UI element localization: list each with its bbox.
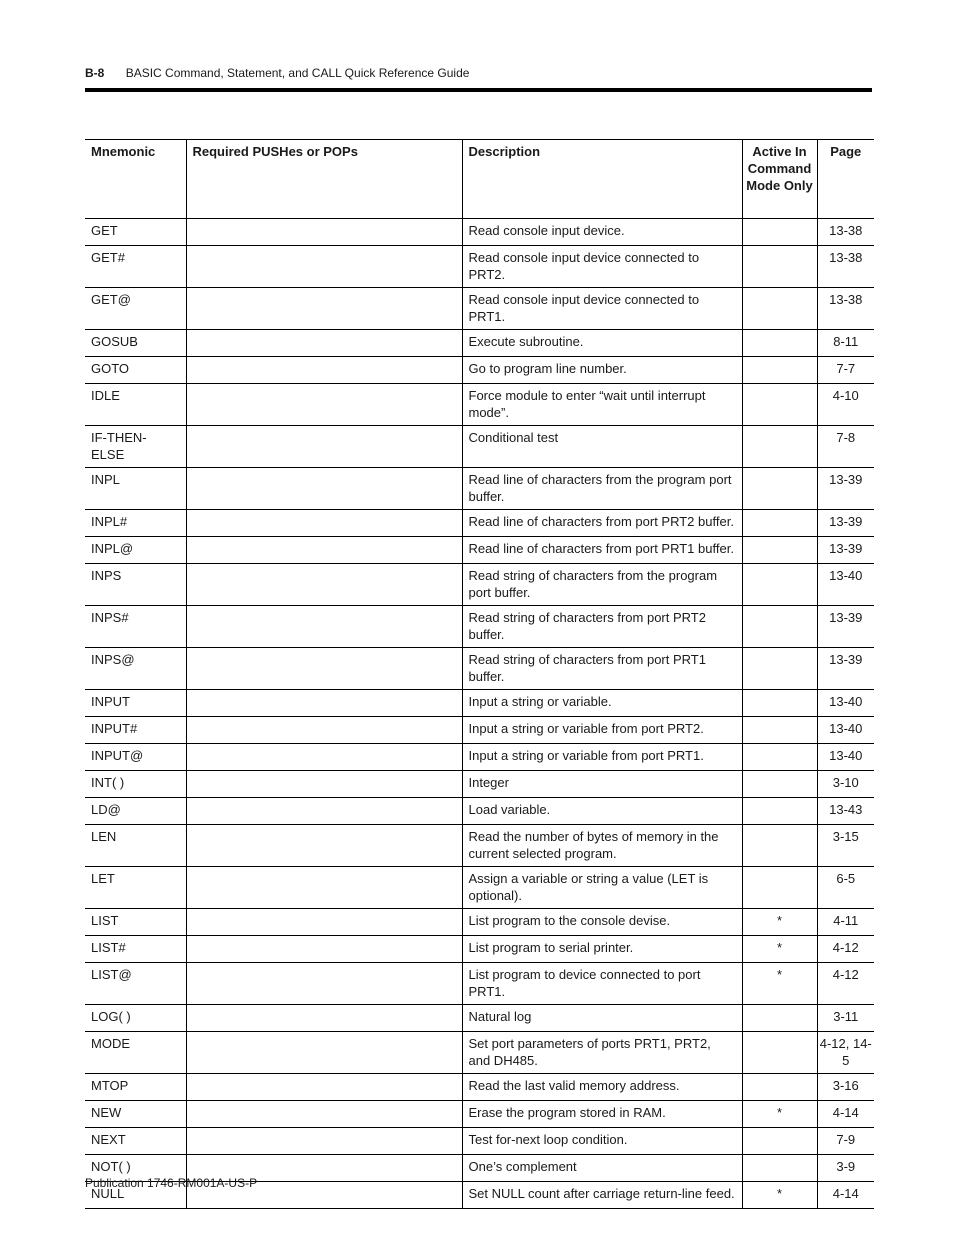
cell-page: 4-12, 14-5 [817,1032,874,1074]
cell-pushes [186,963,462,1005]
cell-page: 3-10 [817,771,874,798]
cell-page: 13-40 [817,690,874,717]
cell-mnemonic: LIST@ [85,963,186,1005]
cell-mnemonic: LIST# [85,936,186,963]
cell-page: 6-5 [817,867,874,909]
col-header-page: Page [817,140,874,219]
cell-description: List program to device connected to port PRT1. [462,963,742,1005]
reference-table [85,139,874,1209]
cell-description: Read the last valid memory address. [462,1074,742,1101]
cell-mnemonic: LD@ [85,798,186,825]
header-rule [85,88,872,92]
cell-description: Read console input device. [462,219,742,246]
cell-mnemonic: GET@ [85,288,186,330]
cell-description: Assign a variable or string a value (LET is optional). [462,867,742,909]
cell-mnemonic: INPUT@ [85,744,186,771]
table-row [85,1128,874,1155]
cell-page: 7-8 [817,426,874,468]
cell-description: One’s complement [462,1155,742,1182]
cell-active: * [742,909,817,936]
cell-page: 4-12 [817,963,874,1005]
table-row [85,384,874,426]
cell-active [742,1005,817,1032]
page-number: B-8 [85,66,105,80]
cell-active [742,1128,817,1155]
cell-mnemonic: INPS@ [85,648,186,690]
cell-mnemonic: LOG( ) [85,1005,186,1032]
cell-active: * [742,936,817,963]
cell-mnemonic: INPUT [85,690,186,717]
table-row [85,825,874,867]
cell-mnemonic: GET# [85,246,186,288]
cell-description: Input a string or variable from port PRT1. [462,744,742,771]
cell-description: Set port parameters of ports PRT1, PRT2, and DH485. [462,1032,742,1074]
cell-mnemonic: LET [85,867,186,909]
cell-active: * [742,1101,817,1128]
cell-pushes [186,1005,462,1032]
cell-active [742,468,817,510]
cell-description: Read console input device connected to PRT2. [462,246,742,288]
cell-active [742,1155,817,1182]
table-row [85,564,874,606]
table-row [85,1074,874,1101]
cell-description: Input a string or variable from port PRT2. [462,717,742,744]
cell-description: Read string of characters from the program port buffer. [462,564,742,606]
cell-pushes [186,1101,462,1128]
cell-pushes [186,936,462,963]
cell-mnemonic: INPL# [85,510,186,537]
cell-pushes [186,537,462,564]
cell-description: Read line of characters from port PRT2 buffer. [462,510,742,537]
cell-pushes [186,426,462,468]
cell-pushes [186,771,462,798]
cell-description: Input a string or variable. [462,690,742,717]
cell-page: 3-9 [817,1155,874,1182]
cell-pushes [186,909,462,936]
cell-active [742,537,817,564]
cell-active [742,771,817,798]
table-row [85,963,874,1005]
cell-page: 13-40 [817,564,874,606]
cell-page: 13-40 [817,744,874,771]
table-row [85,1005,874,1032]
table-row [85,1101,874,1128]
cell-description: List program to serial printer. [462,936,742,963]
cell-pushes [186,606,462,648]
cell-active [742,825,817,867]
table-row [85,468,874,510]
cell-description: Load variable. [462,798,742,825]
cell-mnemonic: MODE [85,1032,186,1074]
cell-description: Read line of characters from port PRT1 buffer. [462,537,742,564]
cell-page: 4-11 [817,909,874,936]
cell-active [742,510,817,537]
cell-mnemonic: GOTO [85,357,186,384]
table-row [85,648,874,690]
cell-page: 4-14 [817,1101,874,1128]
cell-pushes [186,825,462,867]
cell-description: Test for-next loop condition. [462,1128,742,1155]
cell-description: Go to program line number. [462,357,742,384]
table-row [85,744,874,771]
table-row [85,606,874,648]
cell-active [742,867,817,909]
cell-active [742,717,817,744]
cell-pushes [186,384,462,426]
cell-page: 7-9 [817,1128,874,1155]
cell-description: Force module to enter “wait until interrupt mode”. [462,384,742,426]
cell-active [742,219,817,246]
running-header [85,66,469,80]
table-row [85,771,874,798]
cell-active [742,744,817,771]
cell-mnemonic: GOSUB [85,330,186,357]
cell-description: List program to the console devise. [462,909,742,936]
cell-active: * [742,963,817,1005]
cell-page: 13-39 [817,510,874,537]
cell-page: 3-11 [817,1005,874,1032]
table-row [85,1032,874,1074]
cell-active [742,357,817,384]
cell-pushes [186,219,462,246]
cell-page: 3-15 [817,825,874,867]
cell-mnemonic: INPS [85,564,186,606]
cell-pushes [186,1128,462,1155]
cell-page: 4-12 [817,936,874,963]
cell-active [742,564,817,606]
table-header-row [85,140,874,219]
table-row [85,936,874,963]
cell-active [742,384,817,426]
cell-description: Read console input device connected to PRT1. [462,288,742,330]
table-row [85,909,874,936]
cell-page: 4-14 [817,1182,874,1209]
cell-pushes [186,246,462,288]
cell-page: 13-39 [817,606,874,648]
cell-pushes [186,510,462,537]
table-row [85,867,874,909]
cell-pushes [186,330,462,357]
cell-mnemonic: LEN [85,825,186,867]
table-row [85,330,874,357]
cell-description: Read the number of bytes of memory in the current selected program. [462,825,742,867]
cell-page: 13-39 [817,648,874,690]
cell-description: Read line of characters from the program port buffer. [462,468,742,510]
cell-pushes [186,798,462,825]
table-row [85,717,874,744]
cell-active [742,330,817,357]
cell-pushes [186,690,462,717]
cell-active [742,288,817,330]
table-row [85,537,874,564]
cell-mnemonic: NOT( ) [85,1155,186,1182]
cell-page: 13-39 [817,537,874,564]
table-row [85,357,874,384]
header-title: BASIC Command, Statement, and CALL Quick Reference Guide [125,66,470,80]
cell-page: 13-38 [817,288,874,330]
col-header-active: Active In Command Mode Only [742,140,817,219]
cell-mnemonic: MTOP [85,1074,186,1101]
table-body [85,219,874,1209]
cell-page: 4-10 [817,384,874,426]
cell-page: 13-43 [817,798,874,825]
cell-pushes [186,1032,462,1074]
cell-page: 8-11 [817,330,874,357]
table-row [85,798,874,825]
cell-active [742,1074,817,1101]
cell-description: Natural log [462,1005,742,1032]
cell-active [742,1032,817,1074]
cell-page: 13-40 [817,717,874,744]
cell-mnemonic: GET [85,219,186,246]
cell-pushes [186,717,462,744]
cell-active [742,246,817,288]
table-row [85,426,874,468]
cell-description: Read string of characters from port PRT2 buffer. [462,606,742,648]
table-row [85,690,874,717]
cell-mnemonic: NEW [85,1101,186,1128]
cell-mnemonic: NEXT [85,1128,186,1155]
cell-mnemonic: LIST [85,909,186,936]
cell-mnemonic: INPS# [85,606,186,648]
cell-description: Integer [462,771,742,798]
cell-pushes [186,744,462,771]
cell-mnemonic: INPL [85,468,186,510]
col-header-pushes: Required PUSHes or POPs [186,140,462,219]
cell-active [742,426,817,468]
cell-description: Read string of characters from port PRT1 buffer. [462,648,742,690]
cell-active [742,606,817,648]
cell-pushes [186,867,462,909]
footer-publication: Publication 1746-RM001A-US-P [85,1176,258,1190]
table-row [85,510,874,537]
cell-mnemonic: INPUT# [85,717,186,744]
cell-description: Execute subroutine. [462,330,742,357]
cell-mnemonic: NULL [85,1182,186,1209]
cell-mnemonic: IDLE [85,384,186,426]
cell-description: Conditional test [462,426,742,468]
cell-pushes [186,1074,462,1101]
cell-page: 13-38 [817,246,874,288]
cell-active [742,648,817,690]
table-row [85,288,874,330]
cell-page: 13-39 [817,468,874,510]
cell-pushes [186,357,462,384]
table-row [85,219,874,246]
table-row [85,246,874,288]
cell-active [742,798,817,825]
cell-page: 3-16 [817,1074,874,1101]
cell-page: 7-7 [817,357,874,384]
cell-page: 13-38 [817,219,874,246]
cell-mnemonic: INT( ) [85,771,186,798]
cell-active [742,690,817,717]
cell-pushes [186,564,462,606]
cell-pushes [186,648,462,690]
cell-mnemonic: INPL@ [85,537,186,564]
cell-description: Set NULL count after carriage return-line feed. [462,1182,742,1209]
col-header-mnemonic: Mnemonic [85,140,186,219]
cell-description: Erase the program stored in RAM. [462,1101,742,1128]
cell-pushes [186,288,462,330]
col-header-description: Description [462,140,742,219]
cell-active: * [742,1182,817,1209]
cell-pushes [186,468,462,510]
cell-mnemonic: IF-THEN-ELSE [85,426,186,468]
